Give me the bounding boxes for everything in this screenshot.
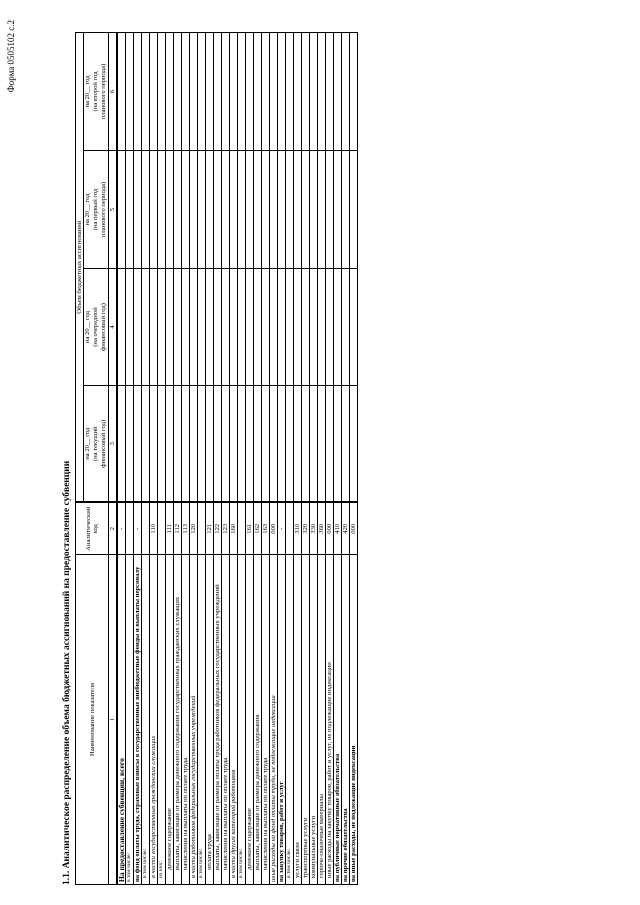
- value-cell[interactable]: [310, 386, 318, 503]
- table-row: [294, 32, 302, 884]
- row-code: 000: [350, 503, 358, 555]
- value-cell[interactable]: [254, 32, 262, 150]
- value-cell[interactable]: [150, 269, 158, 386]
- value-cell[interactable]: [334, 32, 342, 150]
- value-cell[interactable]: [190, 269, 198, 386]
- value-cell[interactable]: [270, 269, 278, 386]
- row-label: услуги связи: [294, 555, 302, 885]
- value-cell[interactable]: [117, 151, 126, 269]
- value-cell[interactable]: [350, 269, 358, 386]
- value-cell[interactable]: [190, 386, 198, 503]
- row-code: 360: [318, 503, 326, 555]
- header-code: Аналитический код: [76, 503, 109, 555]
- value-cell[interactable]: [254, 386, 262, 503]
- row-code: 410: [334, 503, 342, 555]
- table-row: [350, 32, 358, 884]
- value-cell[interactable]: [262, 151, 270, 269]
- value-cell[interactable]: [286, 269, 294, 386]
- row-label: транспортные услуги: [302, 555, 310, 885]
- year-line3: планового периода): [100, 63, 107, 120]
- table-row: [206, 32, 214, 884]
- year-line2: (на первый год: [92, 188, 99, 231]
- value-cell[interactable]: [334, 151, 342, 269]
- value-cell[interactable]: [302, 269, 310, 386]
- row-code: [142, 503, 150, 555]
- value-cell[interactable]: [126, 32, 134, 150]
- value-cell[interactable]: [318, 269, 326, 386]
- value-cell[interactable]: [254, 269, 262, 386]
- value-cell[interactable]: [158, 151, 166, 269]
- row-label: в том числе:: [126, 555, 134, 885]
- header-year-next: [84, 269, 109, 386]
- year-line3: планового периода): [100, 181, 107, 238]
- value-cell[interactable]: [262, 386, 270, 503]
- col-number-6: 6: [109, 32, 118, 150]
- table-row: [134, 32, 142, 884]
- table-row: [334, 32, 342, 884]
- row-code: 113: [182, 503, 190, 555]
- value-cell[interactable]: [342, 269, 350, 386]
- row-label: выплаты, зависящие от размера денежного содержания: [254, 555, 262, 885]
- value-cell[interactable]: [117, 32, 126, 150]
- row-label: начисления на выплаты по оплате труда: [182, 555, 190, 885]
- row-code: [126, 503, 134, 555]
- value-cell[interactable]: [278, 269, 286, 386]
- row-code: [158, 503, 166, 555]
- table-row: [166, 32, 174, 884]
- table-row: [278, 32, 286, 884]
- value-cell[interactable]: [134, 386, 142, 503]
- row-code: 123: [222, 503, 230, 555]
- row-code: 111: [166, 503, 174, 555]
- value-cell[interactable]: [326, 151, 334, 269]
- value-cell[interactable]: [230, 269, 238, 386]
- row-code: 112: [174, 503, 182, 555]
- row-label: выплаты, зависящие от размера оплаты труда работников федеральных государственных учреждений: [214, 555, 222, 885]
- value-cell[interactable]: [158, 32, 166, 150]
- value-cell[interactable]: [350, 151, 358, 269]
- header-volume: Объем бюджетных ассигнований: [76, 32, 84, 502]
- row-label: денежное содержание: [246, 555, 254, 885]
- value-cell[interactable]: [206, 386, 214, 503]
- value-cell[interactable]: [310, 269, 318, 386]
- form-code: Форма 0505102 с.2: [6, 20, 16, 93]
- value-cell[interactable]: [262, 32, 270, 150]
- table-row: [310, 32, 318, 884]
- row-label: из них:: [158, 555, 166, 885]
- table-row: [174, 32, 182, 884]
- table-body: [117, 32, 358, 884]
- row-label: иные расходы на фонд оплаты труда, не подлежащие индексации: [270, 555, 278, 885]
- value-cell[interactable]: [238, 269, 246, 386]
- value-cell[interactable]: [238, 151, 246, 269]
- table-row: [262, 32, 270, 884]
- row-label: денежное содержание: [166, 555, 174, 885]
- table-row: [150, 32, 158, 884]
- value-cell[interactable]: [174, 386, 182, 503]
- header-year-current: [84, 386, 109, 503]
- value-cell[interactable]: [222, 269, 230, 386]
- value-cell[interactable]: [142, 386, 150, 503]
- value-cell[interactable]: [326, 269, 334, 386]
- value-cell[interactable]: [342, 386, 350, 503]
- row-code: 122: [214, 503, 222, 555]
- value-cell[interactable]: [326, 32, 334, 150]
- row-label: в части работников федеральных государственных учреждений: [190, 555, 198, 885]
- value-cell[interactable]: [262, 269, 270, 386]
- table-row: [117, 32, 126, 884]
- value-cell[interactable]: [310, 151, 318, 269]
- row-code: 162: [254, 503, 262, 555]
- table-row: [222, 32, 230, 884]
- value-cell[interactable]: [246, 151, 254, 269]
- value-cell[interactable]: [198, 269, 206, 386]
- header-year-plan1: [84, 151, 109, 269]
- col-number-4: 4: [109, 269, 118, 386]
- row-code: 163: [262, 503, 270, 555]
- value-cell[interactable]: [214, 32, 222, 150]
- value-cell[interactable]: [206, 151, 214, 269]
- row-label: в том числе:: [238, 555, 246, 885]
- value-cell[interactable]: [222, 32, 230, 150]
- value-cell[interactable]: [190, 151, 198, 269]
- value-cell[interactable]: [158, 269, 166, 386]
- value-cell[interactable]: [134, 151, 142, 269]
- value-cell[interactable]: [222, 386, 230, 503]
- value-cell[interactable]: [294, 386, 302, 503]
- row-code: 160: [230, 503, 238, 555]
- value-cell[interactable]: [318, 32, 326, 150]
- year-line3: финансовый год): [100, 419, 107, 468]
- row-code: -: [278, 503, 286, 555]
- row-code: -: [134, 503, 142, 555]
- value-cell[interactable]: [230, 32, 238, 150]
- value-cell[interactable]: [238, 386, 246, 503]
- row-code: 320: [302, 503, 310, 555]
- row-code: 000: [270, 503, 278, 555]
- row-label: в том числе:: [142, 555, 150, 885]
- value-cell[interactable]: [198, 386, 206, 503]
- table-row: [342, 32, 350, 884]
- value-cell[interactable]: [126, 386, 134, 503]
- value-cell[interactable]: [117, 386, 126, 503]
- value-cell[interactable]: [302, 386, 310, 503]
- value-cell[interactable]: [174, 269, 182, 386]
- header-year-plan2: [84, 32, 109, 150]
- table-row: [246, 32, 254, 884]
- value-cell[interactable]: [214, 151, 222, 269]
- year-line2: (на очередной: [92, 307, 99, 347]
- table-row: [198, 32, 206, 884]
- row-label: иные расходы на закупку товаров, работ и услуг, не подлежащие индексации: [326, 555, 334, 885]
- row-code: 420: [342, 503, 350, 555]
- value-cell[interactable]: [142, 269, 150, 386]
- value-cell[interactable]: [318, 151, 326, 269]
- value-cell[interactable]: [326, 386, 334, 503]
- row-code: -: [117, 503, 126, 555]
- table-row: [126, 32, 134, 884]
- value-cell[interactable]: [150, 386, 158, 503]
- row-label: на публичные нормативные обязательства: [334, 555, 342, 885]
- value-cell[interactable]: [286, 151, 294, 269]
- value-cell[interactable]: [142, 151, 150, 269]
- row-code: 161: [246, 503, 254, 555]
- row-label: выплаты, зависящие от размера денежного содержания государственных гражданских служащих: [174, 555, 182, 885]
- value-cell[interactable]: [310, 32, 318, 150]
- value-cell[interactable]: [230, 151, 238, 269]
- value-cell[interactable]: [246, 269, 254, 386]
- year-line2: (на текущий: [92, 426, 99, 462]
- value-cell[interactable]: [158, 386, 166, 503]
- value-cell[interactable]: [166, 151, 174, 269]
- value-cell[interactable]: [182, 269, 190, 386]
- table-row: [270, 32, 278, 884]
- value-cell[interactable]: [230, 386, 238, 503]
- table-row: [326, 32, 334, 884]
- value-cell[interactable]: [126, 151, 134, 269]
- year-line1: на 20__ год: [84, 193, 91, 226]
- row-label: начисления на выплаты по оплате труда: [222, 555, 230, 885]
- year-line1: на 20__ год: [84, 427, 91, 460]
- row-code: 330: [310, 503, 318, 555]
- table-row: [238, 32, 246, 884]
- value-cell[interactable]: [350, 386, 358, 503]
- value-cell[interactable]: [142, 32, 150, 150]
- table-row: [254, 32, 262, 884]
- col-number-2: 2: [109, 503, 118, 555]
- row-code: [286, 503, 294, 555]
- value-cell[interactable]: [270, 386, 278, 503]
- table-row: [302, 32, 310, 884]
- value-cell[interactable]: [302, 32, 310, 150]
- value-cell[interactable]: [278, 32, 286, 150]
- row-code: [198, 503, 206, 555]
- table-row: [142, 32, 150, 884]
- table-row: [230, 32, 238, 884]
- table-row: [158, 32, 166, 884]
- value-cell[interactable]: [126, 269, 134, 386]
- row-label: на закупку товаров, работ и услуг: [278, 555, 286, 885]
- value-cell[interactable]: [278, 386, 286, 503]
- row-label: на прочие обязательства: [342, 555, 350, 885]
- row-code: 120: [190, 503, 198, 555]
- value-cell[interactable]: [190, 32, 198, 150]
- row-label: горюче-смазочные материалы: [318, 555, 326, 885]
- value-cell[interactable]: [214, 386, 222, 503]
- row-code: 310: [294, 503, 302, 555]
- value-cell[interactable]: [294, 151, 302, 269]
- value-cell[interactable]: [350, 32, 358, 150]
- col-number-5: 5: [109, 151, 118, 269]
- value-cell[interactable]: [302, 151, 310, 269]
- value-cell[interactable]: [342, 32, 350, 150]
- table-row: [190, 32, 198, 884]
- table-row: [318, 32, 326, 884]
- row-label: в том числе:: [198, 555, 206, 885]
- col-number-3: 3: [109, 386, 118, 503]
- value-cell[interactable]: [206, 32, 214, 150]
- year-line3: финансовый год): [100, 303, 107, 351]
- value-cell[interactable]: [198, 32, 206, 150]
- value-cell[interactable]: [166, 32, 174, 150]
- value-cell[interactable]: [117, 269, 126, 386]
- allocation-table: [75, 32, 358, 885]
- row-code: [238, 503, 246, 555]
- value-cell[interactable]: [182, 32, 190, 150]
- value-cell[interactable]: [246, 386, 254, 503]
- value-cell[interactable]: [174, 151, 182, 269]
- row-label: в части государственных гражданских служащих: [150, 555, 158, 885]
- value-cell[interactable]: [342, 151, 350, 269]
- year-line1: на 20__ год: [84, 311, 91, 343]
- value-cell[interactable]: [270, 32, 278, 150]
- col-number-1: 1: [109, 555, 118, 885]
- row-code: 000: [326, 503, 334, 555]
- value-cell[interactable]: [222, 151, 230, 269]
- value-cell[interactable]: [182, 151, 190, 269]
- value-cell[interactable]: [206, 269, 214, 386]
- section-title: 1.1. Аналитическое распределение объема бюджетных ассигнований на предоставление субвенции: [62, 460, 72, 885]
- row-label: в части других категорий работников: [230, 555, 238, 885]
- value-cell[interactable]: [334, 386, 342, 503]
- table-row: [182, 32, 190, 884]
- table-row: [214, 32, 222, 884]
- year-line1: на 20__ год: [84, 75, 91, 108]
- value-cell[interactable]: [198, 151, 206, 269]
- value-cell[interactable]: [134, 32, 142, 150]
- value-cell[interactable]: [278, 151, 286, 269]
- row-code: 110: [150, 503, 158, 555]
- value-cell[interactable]: [294, 32, 302, 150]
- header-indicator: Наименование показателя: [76, 555, 109, 885]
- year-line2: (на второй год: [92, 71, 99, 112]
- table-row: [286, 32, 294, 884]
- value-cell[interactable]: [318, 386, 326, 503]
- value-cell[interactable]: [214, 269, 222, 386]
- row-code: 121: [206, 503, 214, 555]
- row-label: На предоставление субвенции, всего: [117, 555, 126, 885]
- value-cell[interactable]: [150, 151, 158, 269]
- row-label: в том числе:: [286, 555, 294, 885]
- value-cell[interactable]: [270, 151, 278, 269]
- value-cell[interactable]: [182, 386, 190, 503]
- value-cell[interactable]: [174, 32, 182, 150]
- value-cell[interactable]: [166, 386, 174, 503]
- row-label: оплата труда: [206, 555, 214, 885]
- value-cell[interactable]: [254, 151, 262, 269]
- row-label: на фонд оплаты труда, страховые взносы в государственные внебюджетные фонды и выплаты персоналу: [134, 555, 142, 885]
- value-cell[interactable]: [134, 269, 142, 386]
- value-cell[interactable]: [334, 269, 342, 386]
- row-label: начисления на выплаты по оплате труда: [262, 555, 270, 885]
- row-label: коммунальные услуги: [310, 555, 318, 885]
- value-cell[interactable]: [150, 32, 158, 150]
- value-cell[interactable]: [286, 386, 294, 503]
- value-cell[interactable]: [294, 269, 302, 386]
- value-cell[interactable]: [166, 269, 174, 386]
- row-label: на иные расходы, не подлежащие индексации: [350, 555, 358, 885]
- value-cell[interactable]: [246, 32, 254, 150]
- value-cell[interactable]: [238, 32, 246, 150]
- value-cell[interactable]: [286, 32, 294, 150]
